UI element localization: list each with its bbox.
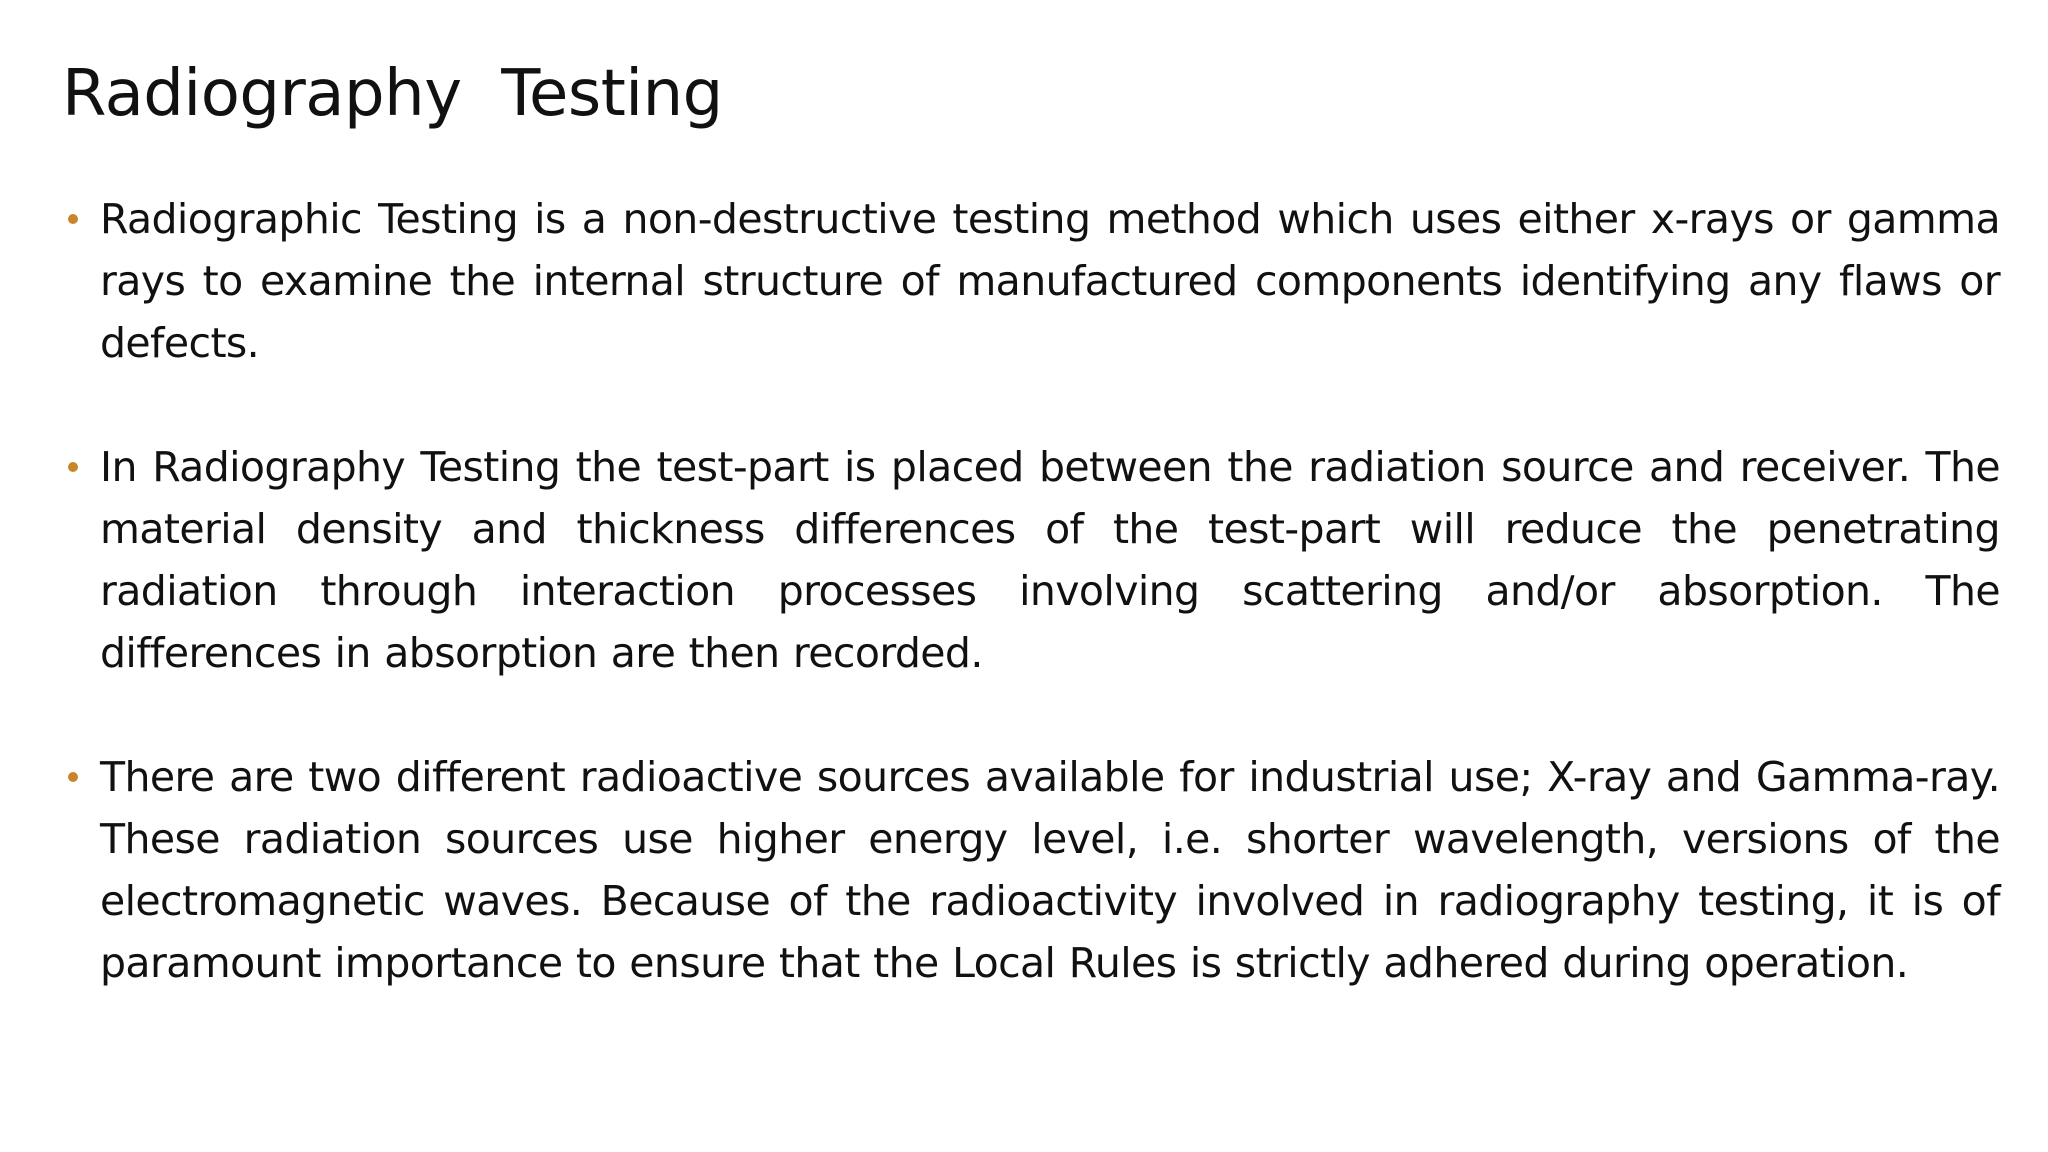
bullet-dot-icon [68,214,78,224]
slide-title: Radiography Testing [62,57,723,131]
bullet-item [58,188,2000,374]
bullet-list [58,188,2000,1056]
bullet-item [58,746,2000,994]
bullet-text: Radiographic Testing is a non-destructive testing method which uses either x-rays or gamma rays to examine the internal structure of manufactured components identifying any flaws or defects. [100,195,2000,367]
bullet-text: There are two different radioactive sources available for industrial use; X-ray and Gamma-ray. These radiation sources use higher energy level, i.e. shorter wavelength, versions of the electromagnetic waves. Because of the radioactivity involved in radiography testing, it is of paramount importance to ensure that the Local Rules is strictly adhered during operation. [100,753,2000,987]
bullet-dot-icon [68,462,78,472]
bullet-item [58,436,2000,684]
bullet-text: In Radiography Testing the test-part is placed between the radiation source and receiver. The material density and thickness differences of the test-part will reduce the penetrating radiation through interaction processes involving scattering and/or absorption. The differences in absorption are then recorded. [100,443,2000,677]
bullet-dot-icon [68,772,78,782]
